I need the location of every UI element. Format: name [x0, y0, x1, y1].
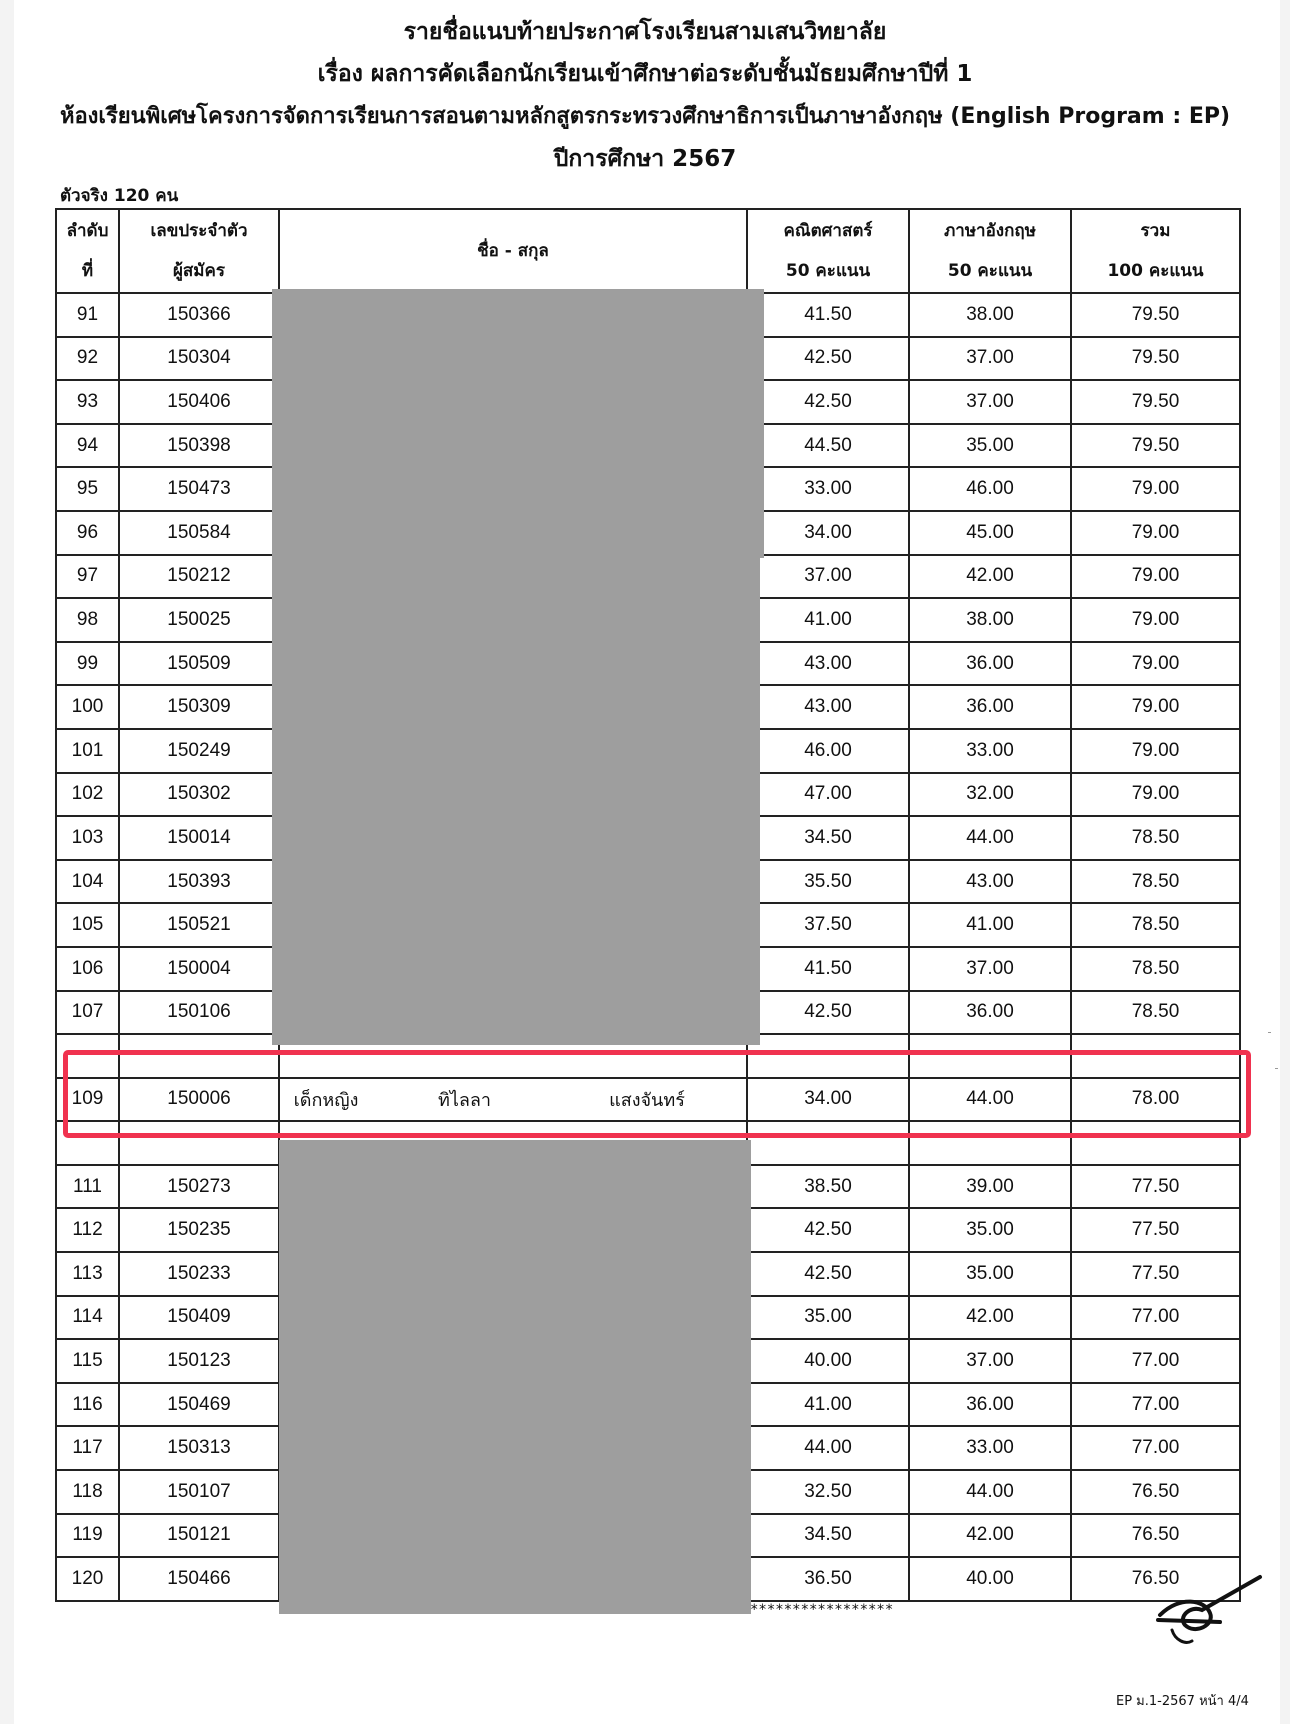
- cell-english-score: 38.00: [909, 598, 1071, 642]
- cell-math-score: 42.50: [747, 380, 909, 424]
- cell-total-score: 77.50: [1071, 1252, 1240, 1296]
- cell-total-score: 76.50: [1071, 1514, 1240, 1558]
- cell-total-score: 79.50: [1071, 424, 1240, 468]
- header-seq-line1: ลำดับ: [66, 221, 109, 241]
- cell-total-score: 78.50: [1071, 816, 1240, 860]
- cell-applicant-id: 150212: [119, 555, 279, 599]
- cell-seq: 98: [56, 598, 119, 642]
- cell-english-score: 38.00: [909, 293, 1071, 337]
- header-applicant-id: [119, 209, 279, 293]
- cell-seq: 109: [56, 1078, 119, 1122]
- cell-seq: 91: [56, 293, 119, 337]
- cell-seq: 96: [56, 511, 119, 555]
- cell-english-score: 37.00: [909, 380, 1071, 424]
- scan-speck: [1268, 1032, 1271, 1033]
- document-program: ห้องเรียนพิเศษโครงการจัดการเรียนการสอนตามหลักสูตรกระทรวงศึกษาธิการเป็นภาษาอังกฤษ (English Program : EP): [59, 104, 1231, 129]
- cell-seq: 107: [56, 991, 119, 1035]
- cell-applicant-id: 150584: [119, 511, 279, 555]
- cell-seq: 94: [56, 424, 119, 468]
- cell-seq: 111: [56, 1165, 119, 1209]
- cell-total-score: 79.00: [1071, 685, 1240, 729]
- cell-applicant-id: 150235: [119, 1208, 279, 1252]
- name-first: ทิไลลา: [437, 1089, 492, 1111]
- cell-english-score: 41.00: [909, 903, 1071, 947]
- cell-english-score: 37.00: [909, 337, 1071, 381]
- cell-total-score: 79.50: [1071, 293, 1240, 337]
- cell-math-score: 32.50: [747, 1470, 909, 1514]
- cell-seq: 119: [56, 1514, 119, 1558]
- cell-english-score: 33.00: [909, 729, 1071, 773]
- cell-total-score: 79.00: [1071, 773, 1240, 817]
- cell-total-score: 78.50: [1071, 860, 1240, 904]
- cell-math-score: 43.00: [747, 642, 909, 686]
- cell-applicant-id: 150273: [119, 1165, 279, 1209]
- cell-math-score: 42.50: [747, 991, 909, 1035]
- cell-english-score: 45.00: [909, 511, 1071, 555]
- cell-total-score: 79.50: [1071, 337, 1240, 381]
- cell-total-score: 79.00: [1071, 598, 1240, 642]
- cell-english-score: 36.00: [909, 1383, 1071, 1427]
- cell-seq: 120: [56, 1557, 119, 1601]
- cell-total-score: 77.50: [1071, 1208, 1240, 1252]
- cell-math-score: 47.00: [747, 773, 909, 817]
- document-academic-year: ปีการศึกษา 2567: [553, 146, 737, 172]
- cell-english-score: 35.00: [909, 1252, 1071, 1296]
- header-total: [1071, 209, 1240, 293]
- cell-math-score: 36.50: [747, 1557, 909, 1601]
- cell-math-score: 44.50: [747, 424, 909, 468]
- cell-seq: 93: [56, 380, 119, 424]
- cell-seq: 95: [56, 467, 119, 511]
- cell-total-score: 79.00: [1071, 729, 1240, 773]
- cell-math-score: 34.00: [747, 1078, 909, 1122]
- cell-math-score: 41.50: [747, 947, 909, 991]
- cell-math-score: 37.00: [747, 555, 909, 599]
- cell-english-score: 37.00: [909, 947, 1071, 991]
- cell-math-score: 37.50: [747, 903, 909, 947]
- redaction-block-middle: [272, 780, 760, 1045]
- cell-applicant-id: 150469: [119, 1383, 279, 1427]
- cell-applicant-id: 150313: [119, 1426, 279, 1470]
- cell-applicant-id: 150006: [119, 1078, 279, 1122]
- name-last: แสงจันทร์: [609, 1089, 685, 1111]
- cell-seq: 104: [56, 860, 119, 904]
- cell-math-score: 41.00: [747, 598, 909, 642]
- name-prefix: เด็กหญิง: [293, 1089, 359, 1111]
- page-footer: EP ม.1-2567 หน้า 4/4: [1116, 1694, 1249, 1709]
- cell-seq: 116: [56, 1383, 119, 1427]
- cell-applicant-id: 150409: [119, 1296, 279, 1340]
- cell-math-score: 35.50: [747, 860, 909, 904]
- cell-english-score: 44.00: [909, 816, 1071, 860]
- cell-total-score: 77.00: [1071, 1426, 1240, 1470]
- cell-english-score: 32.00: [909, 773, 1071, 817]
- header-math-line2: 50 คะแนน: [785, 261, 871, 281]
- cell-applicant-id: 150302: [119, 773, 279, 817]
- header-total-line2: 100 คะแนน: [1107, 261, 1204, 281]
- cell-math-score: 44.00: [747, 1426, 909, 1470]
- header-id-line1: เลขประจำตัว: [150, 221, 248, 241]
- cell-total-score: 79.00: [1071, 555, 1240, 599]
- cell-applicant-id: 150509: [119, 642, 279, 686]
- cell-applicant-id: 150473: [119, 467, 279, 511]
- cell-seq: 112: [56, 1208, 119, 1252]
- cell-applicant-id: 150014: [119, 816, 279, 860]
- header-eng-line1: ภาษาอังกฤษ: [944, 221, 1036, 241]
- cell-total-score: 78.00: [1071, 1078, 1240, 1122]
- cell-applicant-id: 150521: [119, 903, 279, 947]
- cell-math-score: 38.50: [747, 1165, 909, 1209]
- cell-total-score: 78.50: [1071, 903, 1240, 947]
- cell-english-score: 42.00: [909, 1514, 1071, 1558]
- cell-applicant-id: 150249: [119, 729, 279, 773]
- table-header-row: [56, 209, 1240, 293]
- redaction-block-bottom: [279, 1140, 751, 1614]
- cell-math-score: 42.50: [747, 1252, 909, 1296]
- cell-seq: 101: [56, 729, 119, 773]
- cell-applicant-id: 150393: [119, 860, 279, 904]
- redaction-block-upper: [272, 557, 760, 781]
- header-seq: [56, 209, 119, 293]
- cell-applicant-id: 150466: [119, 1557, 279, 1601]
- cell-seq: 106: [56, 947, 119, 991]
- cell-applicant-id: 150366: [119, 293, 279, 337]
- cell-total-score: 78.50: [1071, 991, 1240, 1035]
- cell-english-score: 43.00: [909, 860, 1071, 904]
- cell-seq: 99: [56, 642, 119, 686]
- cell-math-score: 41.00: [747, 1383, 909, 1427]
- cell-seq: 100: [56, 685, 119, 729]
- cell-total-score: 77.00: [1071, 1296, 1240, 1340]
- cell-english-score: 37.00: [909, 1339, 1071, 1383]
- cell-total-score: 77.00: [1071, 1383, 1240, 1427]
- cell-math-score: 40.00: [747, 1339, 909, 1383]
- cell-applicant-id: 150233: [119, 1252, 279, 1296]
- cell-english-score: 35.00: [909, 424, 1071, 468]
- cell-math-score: 41.50: [747, 293, 909, 337]
- cell-english-score: 35.00: [909, 1208, 1071, 1252]
- cell-total-score: 79.00: [1071, 511, 1240, 555]
- signature: [1150, 1565, 1270, 1659]
- cell-seq: 92: [56, 337, 119, 381]
- cell-total-score: 79.50: [1071, 380, 1240, 424]
- cell-english-score: 44.00: [909, 1470, 1071, 1514]
- highlight-box: [63, 1050, 1251, 1138]
- cell-english-score: 36.00: [909, 642, 1071, 686]
- cell-english-score: 36.00: [909, 685, 1071, 729]
- document-subject: เรื่อง ผลการคัดเลือกนักเรียนเข้าศึกษาต่อระดับชั้นมัธยมศึกษาปีที่ 1: [317, 61, 973, 87]
- cell-math-score: 43.00: [747, 685, 909, 729]
- cell-total-score: 79.00: [1071, 642, 1240, 686]
- cell-math-score: 34.00: [747, 511, 909, 555]
- redaction-block-top: [272, 289, 764, 558]
- cell-total-score: 77.00: [1071, 1339, 1240, 1383]
- cell-seq: 118: [56, 1470, 119, 1514]
- header-eng-line2: 50 คะแนน: [947, 261, 1033, 281]
- cell-total-score: 78.50: [1071, 947, 1240, 991]
- header-total-line1: รวม: [1140, 221, 1171, 241]
- document-title: รายชื่อแนบท้ายประกาศโรงเรียนสามเสนวิทยาลัย: [403, 19, 887, 45]
- cell-applicant-id: 150121: [119, 1514, 279, 1558]
- cell-math-score: 35.00: [747, 1296, 909, 1340]
- cell-math-score: 46.00: [747, 729, 909, 773]
- cell-english-score: 42.00: [909, 555, 1071, 599]
- cell-english-score: 36.00: [909, 991, 1071, 1035]
- header-math-line1: คณิตศาสตร์: [783, 221, 873, 241]
- cell-seq: 115: [56, 1339, 119, 1383]
- cell-applicant-id: 150107: [119, 1470, 279, 1514]
- cell-applicant-id: 150309: [119, 685, 279, 729]
- header-name: ชื่อ - สกุล: [279, 209, 747, 293]
- header-id-line2: ผู้สมัคร: [172, 261, 226, 281]
- header-seq-line2: ที่: [81, 261, 94, 281]
- cell-english-score: 44.00: [909, 1078, 1071, 1122]
- cell-math-score: 34.50: [747, 816, 909, 860]
- cell-math-score: 33.00: [747, 467, 909, 511]
- cell-applicant-id: 150406: [119, 380, 279, 424]
- cell-total-score: 76.50: [1071, 1557, 1240, 1601]
- cell-math-score: 42.50: [747, 1208, 909, 1252]
- cell-english-score: 42.00: [909, 1296, 1071, 1340]
- cell-applicant-id: 150004: [119, 947, 279, 991]
- cell-applicant-id: 150398: [119, 424, 279, 468]
- cell-total-score: 77.50: [1071, 1165, 1240, 1209]
- cell-applicant-id: 150106: [119, 991, 279, 1035]
- cell-seq: 103: [56, 816, 119, 860]
- cell-seq: 114: [56, 1296, 119, 1340]
- cell-seq: 97: [56, 555, 119, 599]
- cell-english-score: 46.00: [909, 467, 1071, 511]
- cell-applicant-id: 150304: [119, 337, 279, 381]
- cell-english-score: 33.00: [909, 1426, 1071, 1470]
- cell-applicant-id: 150025: [119, 598, 279, 642]
- header-math: [747, 209, 909, 293]
- cell-applicant-id: 150123: [119, 1339, 279, 1383]
- cell-total-score: 79.00: [1071, 467, 1240, 511]
- header-english: [909, 209, 1071, 293]
- cell-seq: 113: [56, 1252, 119, 1296]
- cell-english-score: 40.00: [909, 1557, 1071, 1601]
- cell-seq: 117: [56, 1426, 119, 1470]
- cell-seq: 105: [56, 903, 119, 947]
- cell-seq: 102: [56, 773, 119, 817]
- cell-total-score: 76.50: [1071, 1470, 1240, 1514]
- actual-count-label: ตัวจริง 120 คน: [60, 186, 179, 206]
- cell-math-score: 34.50: [747, 1514, 909, 1558]
- scan-speck: [1275, 1068, 1278, 1069]
- end-of-list-marker: *****************: [750, 1602, 894, 1618]
- cell-math-score: 42.50: [747, 337, 909, 381]
- cell-english-score: 39.00: [909, 1165, 1071, 1209]
